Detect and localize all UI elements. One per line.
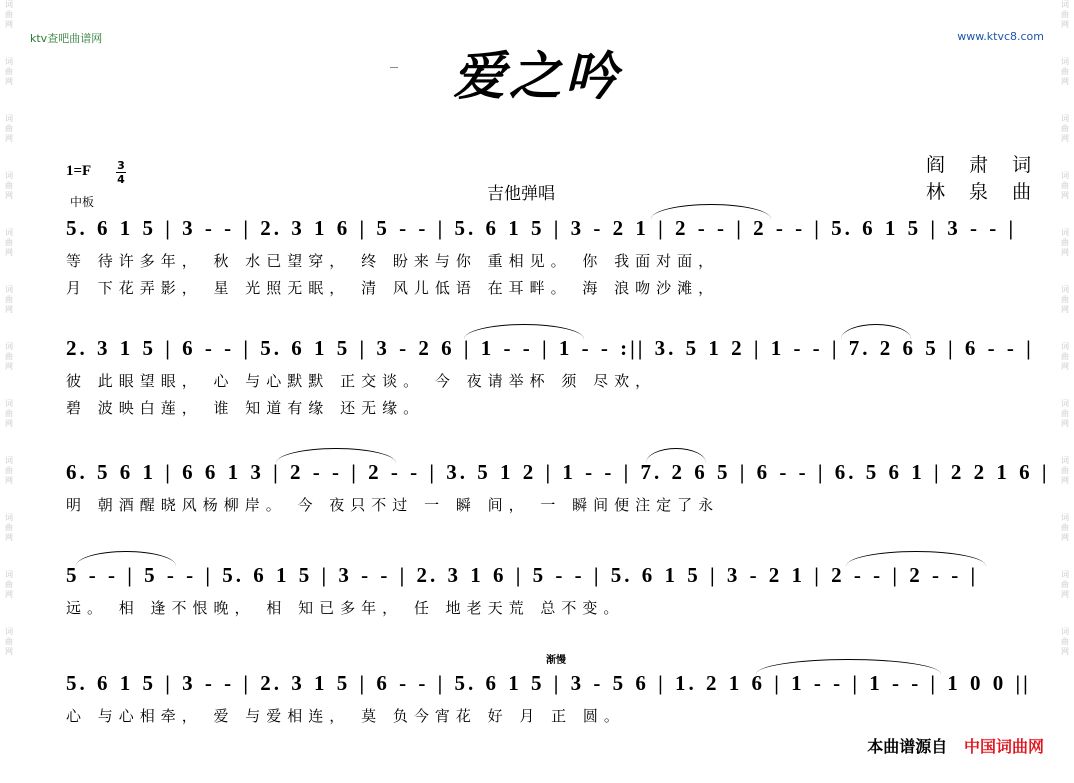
lyric-line: 心 与心相牵， 爱 与爱相连， 莫 负今宵花 好 月 正 圆。 [66,707,625,725]
time-signature-bottom: 4 [117,173,125,186]
score-row-1 [66,208,1026,302]
slur-arc [841,324,911,339]
watermark-right: 词曲网 词曲网 词曲网 词曲网 词曲网 词曲网 词曲网 词曲网 词曲网 词曲网 词曲网 词曲网 [1061,0,1069,656]
lyric-line: 碧 波映白莲， 谁 知道有缘 还无缘。 [66,399,425,417]
subtitle: 吉他弹唱 [487,184,555,204]
tie-arc [756,659,941,674]
ritardando-mark: 渐慢 [546,655,566,666]
tie-arc [76,551,176,566]
notation-line: 5 - - | 5 - - | 5. 6 1 5 | 3 - - | 2. 3 1 6 | 5 - - | 5. 6 1 5 | 3 - 2 1 | 2 - - | 2 - - | [66,563,979,587]
credits [926,152,1040,206]
lyric-line: 彼 此眼望眼， 心 与心默默 正交谈。 今 夜请举杯 须 尽欢， [66,372,657,390]
notation-line: 5. 6 1 5 | 3 - - | 2. 3 1 6 | 5 - - | 5. 6 1 5 | 3 - 2 1 | 2 - - | 2 - - | 5. 6 1 5 | 3 - - | [66,216,1017,240]
tempo-marking: 中板 [70,195,95,209]
score-row-3 [66,452,1050,519]
score-row-5 [66,655,1031,730]
time-signature-top: 3 [117,159,125,172]
lyric-line: 远。 相 逢不恨晚， 相 知已多年， 任 地老天荒 总不变。 [66,599,625,617]
site-link-left[interactable]: ktv查吧曲谱网 [30,32,103,45]
tie-arc [846,551,986,566]
composer: 林 泉 曲 [926,181,1041,203]
key-signature: 1=F [66,163,92,179]
watermark-left: 词曲网 词曲网 词曲网 词曲网 词曲网 词曲网 词曲网 词曲网 词曲网 词曲网 词曲网 词曲网 [5,0,13,656]
notation-line: 2. 3 1 5 | 6 - - | 5. 6 1 5 | 3 - 2 6 | 1 - - | 1 - - :|| 3. 5 1 2 | 1 - - | 7. 2 6 5 | 6 - - | [66,336,1034,360]
lyricist: 阎 肃 词 [926,154,1041,176]
lyric-line: 等 待许多年， 秋 水已望穿， 终 盼来与你 重相见。 你 我面对面， [66,252,720,270]
song-title: 爱之吟 [452,46,621,107]
notation-line: 5. 6 1 5 | 3 - - | 2. 3 1 5 | 6 - - | 5. 6 1 5 | 3 - 5 6 | 1. 2 1 6 | 1 - - | 1 - - | 1 0 0 || [66,671,1031,695]
score-row-4 [66,555,1026,622]
source-site-link[interactable]: 中国词曲网 [963,737,1044,756]
notation-line: 6. 5 6 1 | 6 6 1 3 | 2 - - | 2 - - | 3. 5 1 2 | 1 - - | 7. 2 6 5 | 6 - - | 6. 5 6 1 | 2 2 1 6 | [66,460,1050,484]
lyric-line: 月 下花弄影， 星 光照无眠， 清 风儿低语 在耳畔。 海 浪吻沙滩， [66,279,720,297]
source-label: 本曲谱源自 [867,737,948,756]
tie-arc [276,448,396,463]
time-signature [116,160,126,185]
slur-arc [646,448,706,463]
tie-arc [651,204,771,219]
source-footer [867,734,1044,757]
tie-arc [464,324,584,339]
lyric-line: 明 朝酒醒晓风杨柳岸。 今 夜只不过 一 瞬 间， 一 瞬间便注定了永 [66,496,720,514]
site-link-right[interactable]: www.ktvc8.com [957,30,1044,43]
score-row-2 [66,328,1034,422]
